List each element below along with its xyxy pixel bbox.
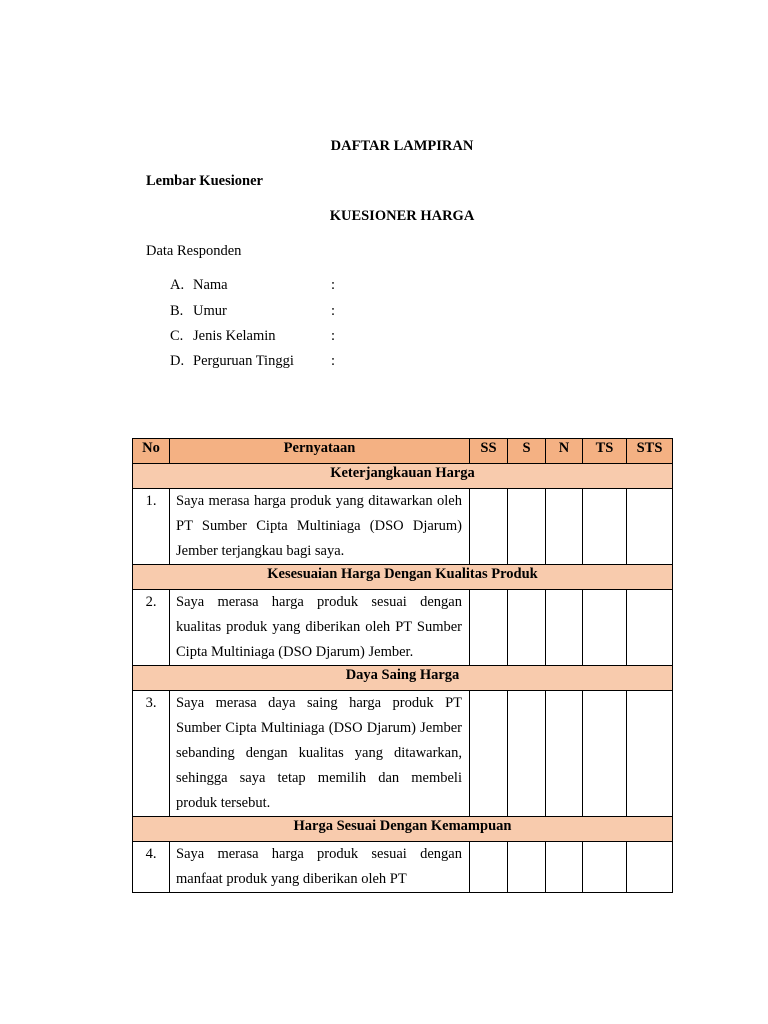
section-title: KUESIONER HARGA xyxy=(329,208,475,224)
table-row xyxy=(133,691,673,817)
row-number: 3. xyxy=(133,691,170,817)
table-row xyxy=(133,489,673,565)
answer-cell-s[interactable] xyxy=(508,842,546,893)
header-statement: Pernyataan xyxy=(170,439,470,464)
respondent-heading: Data Responden xyxy=(146,243,242,259)
answer-cell-ts[interactable] xyxy=(583,691,627,817)
respondent-field-university xyxy=(170,353,370,373)
respondent-field-age xyxy=(170,303,370,323)
field-letter: C. xyxy=(170,328,184,344)
answer-cell-ss[interactable] xyxy=(470,590,508,666)
answer-cell-n[interactable] xyxy=(546,590,583,666)
field-letter: B. xyxy=(170,303,184,319)
page-title: DAFTAR LAMPIRAN xyxy=(330,138,474,154)
field-label: Umur xyxy=(193,303,227,319)
field-label: Nama xyxy=(193,277,228,293)
answer-cell-ss[interactable] xyxy=(470,691,508,817)
answer-cell-ts[interactable] xyxy=(583,842,627,893)
answer-cell-n[interactable] xyxy=(546,842,583,893)
header-s: S xyxy=(508,439,546,464)
answer-cell-ss[interactable] xyxy=(470,489,508,565)
category-label: Kesesuaian Harga Dengan Kualitas Produk xyxy=(133,565,673,590)
answer-cell-sts[interactable] xyxy=(627,842,673,893)
field-colon: : xyxy=(331,303,336,319)
field-colon: : xyxy=(331,328,336,344)
table-row xyxy=(133,842,673,893)
answer-cell-s[interactable] xyxy=(508,691,546,817)
category-row xyxy=(133,565,673,590)
field-letter: A. xyxy=(170,277,185,293)
questionnaire-table xyxy=(132,438,673,893)
header-ts: TS xyxy=(583,439,627,464)
row-number: 4. xyxy=(133,842,170,893)
answer-cell-n[interactable] xyxy=(546,489,583,565)
answer-cell-sts[interactable] xyxy=(627,691,673,817)
category-label: Daya Saing Harga xyxy=(133,666,673,691)
answer-cell-ss[interactable] xyxy=(470,842,508,893)
field-label: Perguruan Tinggi xyxy=(193,353,294,369)
answer-cell-sts[interactable] xyxy=(627,590,673,666)
row-statement: Saya merasa harga produk yang ditawarkan oleh PT Sumber Cipta Multiniaga (DSO Djarum) Jember terjangkau bagi saya. xyxy=(170,489,470,565)
respondent-field-gender xyxy=(170,328,370,348)
header-n: N xyxy=(546,439,583,464)
category-row xyxy=(133,464,673,489)
row-number: 1. xyxy=(133,489,170,565)
category-label: Keterjangkauan Harga xyxy=(133,464,673,489)
header-sts: STS xyxy=(627,439,673,464)
category-row xyxy=(133,817,673,842)
row-statement: Saya merasa daya saing harga produk PT Sumber Cipta Multiniaga (DSO Djarum) Jember sebanding dengan kualitas yang ditawarkan, sehingga saya tetap memilih dan membeli produk tersebut. xyxy=(170,691,470,817)
answer-cell-ts[interactable] xyxy=(583,489,627,565)
row-statement: Saya merasa harga produk sesuai dengan manfaat produk yang diberikan oleh PT xyxy=(170,842,470,893)
row-statement: Saya merasa harga produk sesuai dengan kualitas produk yang diberikan oleh PT Sumber Cipta Multiniaga (DSO Djarum) Jember. xyxy=(170,590,470,666)
header-ss: SS xyxy=(470,439,508,464)
questionnaire-subtitle: Lembar Kuesioner xyxy=(146,173,263,189)
category-label: Harga Sesuai Dengan Kemampuan xyxy=(133,817,673,842)
answer-cell-s[interactable] xyxy=(508,590,546,666)
field-label: Jenis Kelamin xyxy=(193,328,276,344)
category-row xyxy=(133,666,673,691)
field-colon: : xyxy=(331,277,336,293)
answer-cell-sts[interactable] xyxy=(627,489,673,565)
respondent-field-name xyxy=(170,277,370,297)
answer-cell-n[interactable] xyxy=(546,691,583,817)
answer-cell-s[interactable] xyxy=(508,489,546,565)
row-number: 2. xyxy=(133,590,170,666)
table-row xyxy=(133,590,673,666)
field-colon: : xyxy=(331,353,336,369)
header-no: No xyxy=(133,439,170,464)
answer-cell-ts[interactable] xyxy=(583,590,627,666)
field-letter: D. xyxy=(170,353,185,369)
table-header-row xyxy=(133,439,673,464)
